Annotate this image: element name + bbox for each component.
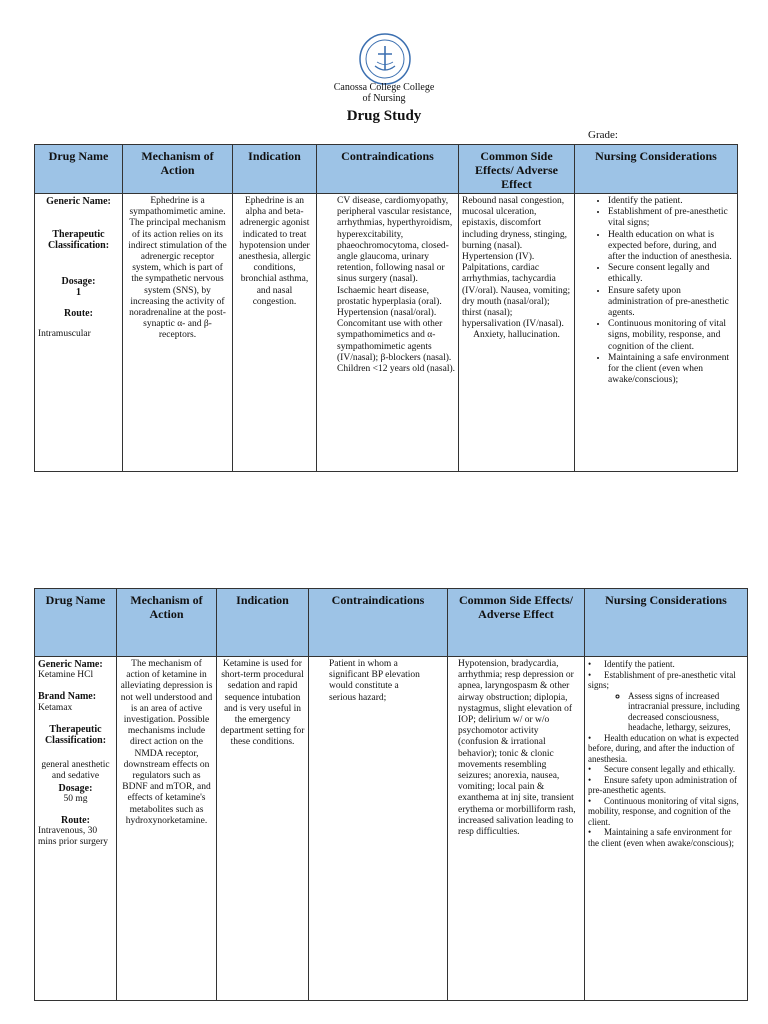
list-item-text: Health education on what is expected before, during, and after the induction of anesthesia. (588, 732, 739, 764)
list-item-text: Secure consent legally and ethically. (604, 764, 736, 774)
list-item: • Establishment of pre-anesthetic vital signs; ◦ Assess signs of increased intracranial pressure, including decreased consciousness, headache, lethargy, seizures, (588, 670, 744, 733)
list-item: • Identify the patient. (588, 659, 675, 669)
college-seal-logo (358, 32, 412, 86)
list-item: • Ensure safety upon administration of pre-anesthetic agents. (608, 286, 734, 320)
school-name-line2: of Nursing (362, 93, 406, 104)
header-mechanism: Mechanism of Action (117, 589, 217, 657)
side-effects-text: Rebound nasal congestion, mucosal ulceration, epistaxis, discomfort including dryness, stinging, burning (nasal). Hypertension (IV). Palpitations, cardiac arrhythmias, tachycardia (IV/oral). Nausea, vomiting; dry mouth (nasal/oral); thirst (nasal); hypersalivation (IV/nasal). (462, 196, 571, 330)
side-effects-last: Anxiety, hallucination. (473, 330, 560, 341)
list-item: • Health education on what is expected before, during, and after the induction of anesthesia. (588, 732, 739, 764)
list-item: • Health education on what is expected before, during, and after the induction of anesthesia. (608, 230, 734, 264)
header-side-effects: Common Side Effects/ Adverse Effect (448, 589, 585, 657)
therapeutic-classification-value: general anesthetic and sedative (41, 760, 110, 782)
dosage-value: 50 mg (63, 793, 88, 804)
header-mechanism: Mechanism of Action (123, 145, 233, 194)
drug-table-ephedrine (34, 144, 738, 472)
route-value: Intravenous, 30 mins prior surgery (38, 826, 109, 848)
brand-name-value: Ketamax (38, 702, 73, 713)
side-effects-cell (459, 194, 575, 472)
list-item: • Secure consent legally and ethically. (588, 764, 736, 774)
generic-name-value: Ketamine HCl (38, 670, 94, 681)
list-item-text: Establishment of pre-anesthetic vital signs; (588, 669, 736, 690)
dosage-label: Dosage: (61, 275, 96, 287)
header-indication: Indication (233, 145, 317, 194)
therapeutic-classification-label: Therapeutic Classification: (44, 723, 107, 747)
indication-cell: Ketamine is used for short-term procedural sedation and rapid sequence intubation and is very useful in the emergency department setting for these conditions. (217, 657, 309, 1001)
list-item: • Secure consent legally and ethically. (608, 263, 734, 285)
dosage-label: Dosage: (58, 782, 93, 794)
sub-list (588, 691, 744, 733)
generic-name-label: Generic Name: (38, 659, 103, 670)
route-value: Intramuscular (38, 329, 91, 340)
drug-table-ketamine (34, 588, 748, 1001)
school-name-line1: Canossa College College (333, 82, 435, 93)
list-item-text: Maintaining a safe environment for the client (even when awake/conscious); (588, 827, 734, 848)
nursing-list (588, 659, 744, 848)
route-label: Route: (64, 308, 93, 320)
therapeutic-classification-label: Therapeutic Classification: (47, 229, 110, 252)
contraindications-cell (317, 194, 459, 472)
side-effects-text: Hypotension, bradycardia, arrhythmia; resp depression or apnea, laryngospasm & other airway obstruction; diplopia, nystagmus, slight elevation of IOP; delirium w/ or w/o psychomotor activity (confusion & irrational behavior); tonic & clonic movements resembling seizures; anorexia, nausea, vomiting; local pain & exanthema at inj site, transient erythema or morbilliform rash, increased salivation leading to resp difficulties. (458, 659, 576, 838)
header-drug-name: Drug Name (35, 145, 123, 194)
grade-label: Grade: (588, 129, 618, 141)
list-item: • Identify the patient. (608, 196, 734, 207)
contraindications-text: CV disease, cardiomyopathy, peripheral vascular resistance, arrhythmias, hyperthyroidism, hyperexcitability, phaeochromocytoma, closed-angle glaucoma, urinary retention, following nasal or sinus surgery (nasal). Ischaemic heart disease, prostatic hyperplasia (oral). Hypertension (nasal/oral). Concomitant use with other sympathomimetics and α-sympathomimetic agents (IV/nasal); β-blockers (nasal). Children <12 years old (nasal). (337, 196, 456, 375)
header-side-effects: Common Side Effects/ Adverse Effect (459, 145, 575, 194)
header-contraindications: Contraindications (309, 589, 448, 657)
indication-cell: Ephedrine is an alpha and beta-adrenergic agonist indicated to treat hypotension under anesthesia, allergic conditions, bronchial asthma, and nasal congestion. (233, 194, 317, 472)
header-nursing: Nursing Considerations (575, 145, 738, 194)
list-item: • Establishment of pre-anesthetic vital signs; (608, 207, 734, 229)
mechanism-cell: Ephedrine is a sympathomimetic amine. The principal mechanism of its action relies on its indirect stimulation of the adrenergic receptor system, which is part of the sympathetic nervous system (SNS), by increasing the activity of noradrenaline at the post-synaptic α- and β-receptors. (123, 194, 233, 472)
page-title: Drug Study (346, 108, 422, 124)
header-nursing: Nursing Considerations (585, 589, 748, 657)
sub-list-item: ◦ Assess signs of increased intracranial pressure, including decreased consciousness, headache, lethargy, seizures, (628, 691, 744, 733)
list-item: • Continuous monitoring of vital signs, mobility, response, and cognition of the client. (608, 319, 734, 353)
nursing-cell (575, 194, 738, 472)
contraindications-text: Patient in whom a significant BP elevation would constitute a serious hazard; (329, 659, 420, 703)
list-item: • Ensure safety upon administration of pre-anesthetic agents. (588, 774, 737, 795)
nursing-cell (585, 657, 748, 1001)
header-drug-name: Drug Name (35, 589, 117, 657)
list-item: • Continuous monitoring of vital signs, mobility, response, and cognition of the client. (588, 795, 739, 827)
drug-name-cell (35, 194, 123, 472)
header-indication: Indication (217, 589, 309, 657)
list-item-text: Ensure safety upon administration of pre-anesthetic agents. (588, 774, 737, 795)
list-item-text: Identify the patient. (604, 659, 675, 669)
mechanism-cell: The mechanism of action of ketamine in alleviating depression is not well understood and is an area of active investigation. Possible mechanisms include direct action on the NMDA receptor, downstream effects on regulators such as BDNF and mTOR, and effects of ketamine's metabolites such as hydroxynorketamine. (117, 657, 217, 1001)
side-effects-cell (448, 657, 585, 1001)
contraindications-cell (309, 657, 448, 1001)
generic-name-label: Generic Name: (46, 196, 111, 207)
nursing-list (578, 196, 734, 386)
header-contraindications: Contraindications (317, 145, 459, 194)
brand-name-label: Brand Name: (38, 691, 97, 703)
dosage-value: 1 (76, 286, 81, 298)
list-item: • Maintaining a safe environment for the client (even when awake/conscious); (588, 827, 734, 848)
route-label: Route: (61, 815, 90, 827)
list-item: • Maintaining a safe environment for the client (even when awake/conscious); (608, 353, 734, 387)
drug-name-cell (35, 657, 117, 1001)
list-item-text: Continuous monitoring of vital signs, mobility, response, and cognition of the client. (588, 795, 739, 827)
